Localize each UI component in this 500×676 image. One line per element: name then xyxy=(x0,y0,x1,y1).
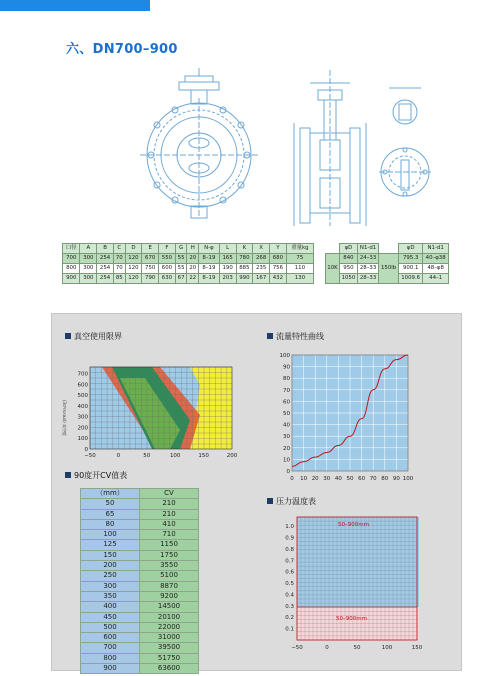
spec-cell: 67 xyxy=(175,274,187,284)
spec-cell: 990 xyxy=(236,274,253,284)
pressure-y-tick: 0.2 xyxy=(285,615,294,622)
cv-value-cell: 8870 xyxy=(140,581,199,591)
cv-value-cell: 31000 xyxy=(140,633,199,643)
cv-value-cell: 1750 xyxy=(140,550,199,560)
cv-row xyxy=(81,643,199,653)
cv-row xyxy=(81,519,199,529)
spec-cell: 8–19 xyxy=(199,274,220,284)
flow-y-tick: 100 xyxy=(279,353,290,359)
cv-row xyxy=(81,499,199,509)
spec-cell: 756 xyxy=(269,264,286,274)
cv-row xyxy=(81,561,199,571)
cv-header-row xyxy=(81,489,199,499)
vacuum-x-tick: 0 xyxy=(116,453,121,459)
cv-row xyxy=(81,612,199,622)
valve-side-view-drawing xyxy=(290,68,370,228)
cv-size-cell: 600 xyxy=(81,633,140,643)
spec-cell: 600 xyxy=(159,264,176,274)
flow-x-tick: 30 xyxy=(323,476,331,482)
spec-header-cell: X xyxy=(253,244,270,254)
cv-row xyxy=(81,664,199,674)
vacuum-y-tick: 500 xyxy=(77,393,88,400)
pressure-y-tick: 0.4 xyxy=(285,592,294,599)
vacuum-x-tick: 100 xyxy=(169,453,181,459)
spec-cell: 254 xyxy=(97,264,114,274)
spec-cell: 254 xyxy=(97,274,114,284)
cv-value-cell: 20100 xyxy=(140,612,199,622)
flow-x-tick: 70 xyxy=(369,476,377,482)
pressure-x-tick: −50 xyxy=(291,645,303,651)
vacuum-ylabel: (3d¹mʌǝɹd) 真空度 xyxy=(62,400,67,436)
flow-x-tick: 80 xyxy=(381,476,389,482)
spec-header-cell: F xyxy=(159,244,176,254)
bullet-square-icon xyxy=(267,333,273,339)
flange-cell: 40–φ38 xyxy=(423,254,449,264)
spec-cell: 780 xyxy=(236,254,253,264)
cv-size-cell: 80 xyxy=(81,519,140,529)
spec-row xyxy=(63,254,314,264)
cv-size-cell: 50 xyxy=(81,499,140,509)
spec-cell: 165 xyxy=(219,254,236,264)
flow-y-tick: 80 xyxy=(283,376,290,383)
vacuum-y-tick: 0 xyxy=(84,447,88,453)
spec-cell: 550 xyxy=(159,254,176,264)
pressure-y-tick: 0.1 xyxy=(285,626,294,633)
vacuum-y-tick: 300 xyxy=(77,414,88,421)
flange-header-cell: φD xyxy=(399,244,423,254)
spec-header-cell: N-φ xyxy=(199,244,220,254)
flow-characteristic-chart xyxy=(272,346,432,486)
pressure-lower-label: 50–900mm xyxy=(336,616,367,622)
spec-cell: 120 xyxy=(125,264,142,274)
flange-cell: 28–33 xyxy=(357,264,378,274)
cv-size-cell: 350 xyxy=(81,591,140,601)
cv-value-cell: 1150 xyxy=(140,540,199,550)
spec-header-cell: 口径 xyxy=(63,244,80,254)
spec-cell: 8–19 xyxy=(199,254,220,264)
flange-spacer xyxy=(379,244,399,254)
flow-y-tick: 60 xyxy=(283,399,290,406)
spec-header-cell: L xyxy=(219,244,236,254)
spec-cell: 203 xyxy=(219,274,236,284)
spec-header-cell: D xyxy=(125,244,142,254)
flange-cell: 795.3 xyxy=(399,254,423,264)
flange-cell: 840 xyxy=(339,254,357,264)
spec-cell: 680 xyxy=(269,254,286,264)
bullet-square-icon xyxy=(65,333,71,339)
pressure-x-tick: 150 xyxy=(411,645,423,651)
spec-row xyxy=(63,274,314,284)
cv-size-cell: 700 xyxy=(81,643,140,653)
cv-size-cell: 200 xyxy=(81,561,140,571)
spec-cell: 8–19 xyxy=(199,264,220,274)
bullet-square-icon xyxy=(65,472,71,478)
cv-size-cell: 900 xyxy=(81,664,140,674)
dimension-spec-table xyxy=(62,243,314,284)
cv-value-cell: 3550 xyxy=(140,561,199,571)
cv-value-cell: 51750 xyxy=(140,653,199,663)
spec-cell: 120 xyxy=(125,254,142,264)
vacuum-y-tick: 100 xyxy=(77,436,88,443)
flange-spacer xyxy=(326,244,340,254)
spec-cell: 235 xyxy=(253,264,270,274)
cv-row xyxy=(81,602,199,612)
flange-header-row xyxy=(326,244,449,254)
pressure-y-tick: 0.3 xyxy=(285,603,294,610)
cv-value-cell: 39500 xyxy=(140,643,199,653)
flow-x-tick: 50 xyxy=(346,476,354,482)
cv-row xyxy=(81,581,199,591)
flange-header-cell: φD xyxy=(339,244,357,254)
cv-header-mm: （mm） xyxy=(81,489,140,499)
pressure-upper-label: 50–900mm xyxy=(338,522,369,528)
cv-size-cell: 100 xyxy=(81,530,140,540)
flange-cell: 28–33 xyxy=(357,274,378,284)
spec-cell: 190 xyxy=(219,264,236,274)
vacuum-x-tick: 200 xyxy=(226,453,238,459)
pressure-y-tick: 0.6 xyxy=(285,569,294,576)
flow-x-tick: 90 xyxy=(392,476,400,482)
cv-value-cell: 5100 xyxy=(140,571,199,581)
flow-section-title xyxy=(267,331,324,342)
cv-row xyxy=(81,653,199,663)
top-accent-bar xyxy=(0,0,150,11)
flow-x-tick: 60 xyxy=(358,476,366,482)
cv-row xyxy=(81,622,199,632)
cv-row xyxy=(81,540,199,550)
cv-row xyxy=(81,550,199,560)
flow-title-text: 流量特性曲线 xyxy=(276,332,324,341)
cv-value-cell: 22000 xyxy=(140,622,199,632)
flange-cell: 44–1 xyxy=(423,274,449,284)
spec-cell: 432 xyxy=(269,274,286,284)
flange-cell: 1050 xyxy=(339,274,357,284)
cv-value-cell: 410 xyxy=(140,519,199,529)
cv-row xyxy=(81,571,199,581)
cv-row xyxy=(81,530,199,540)
pressure-x-tick: 0 xyxy=(325,645,329,651)
pressure-y-tick: 1.0 xyxy=(285,524,294,531)
spec-cell: 167 xyxy=(253,274,270,284)
stem-detail-drawing xyxy=(375,80,435,210)
flange-cell: 24–33 xyxy=(357,254,378,264)
flow-x-tick: 0 xyxy=(290,476,294,482)
cv-row xyxy=(81,591,199,601)
pressure-temperature-chart xyxy=(272,508,442,658)
spec-cell: 790 xyxy=(142,274,159,284)
cv-value-cell: 63600 xyxy=(140,664,199,674)
cv-header-cv: CV xyxy=(140,489,199,499)
pressure-x-tick: 100 xyxy=(381,645,393,651)
vacuum-x-tick: −50 xyxy=(84,453,96,459)
cv-size-cell: 400 xyxy=(81,602,140,612)
spec-cell: 55 xyxy=(175,254,187,264)
spec-header-cell: B xyxy=(97,244,114,254)
page-title: 六、DN700–900 xyxy=(66,42,178,57)
flange-header-cell: N1-d1 xyxy=(357,244,378,254)
spec-cell: 300 xyxy=(80,274,97,284)
cv-section-title xyxy=(65,470,127,481)
spec-cell: 750 xyxy=(142,264,159,274)
spec-header-cell: A xyxy=(80,244,97,254)
spec-cell: 20 xyxy=(187,264,199,274)
flange-cell: 1009.6 xyxy=(399,274,423,284)
flange-cell: 900.1 xyxy=(399,264,423,274)
spec-cell: 630 xyxy=(159,274,176,284)
spec-cell: 130 xyxy=(286,274,313,284)
spec-cell: 670 xyxy=(142,254,159,264)
spec-cell: 268 xyxy=(253,254,270,264)
flow-y-tick: 70 xyxy=(283,387,290,394)
spec-cell: 700 xyxy=(63,254,80,264)
flange-group-150lb: 150lb xyxy=(379,254,399,284)
cv-row xyxy=(81,509,199,519)
cv-title-text: 90度开CV值表 xyxy=(74,471,128,480)
pressure-title-text: 压力温度表 xyxy=(276,497,316,506)
spec-cell: 110 xyxy=(286,264,313,274)
spec-cell: 22 xyxy=(187,274,199,284)
flange-spec-table xyxy=(325,243,449,284)
flange-cell: 48–φ8 xyxy=(423,264,449,274)
spec-cell: 75 xyxy=(286,254,313,264)
flow-y-tick: 40 xyxy=(283,422,290,429)
spec-cell: 70 xyxy=(113,254,125,264)
spec-cell: 900 xyxy=(63,274,80,284)
flange-row xyxy=(326,254,449,264)
spec-cell: 55 xyxy=(175,264,187,274)
spec-cell: 20 xyxy=(187,254,199,264)
spec-cell: 254 xyxy=(97,254,114,264)
cv-value-cell: 14500 xyxy=(140,602,199,612)
pressure-y-tick: 0.5 xyxy=(285,581,294,588)
valve-front-view-drawing xyxy=(135,68,265,228)
spec-cell: 800 xyxy=(63,264,80,274)
spec-cell: 885 xyxy=(236,264,253,274)
cv-size-cell: 450 xyxy=(81,612,140,622)
flow-x-tick: 40 xyxy=(334,476,342,482)
bullet-square-icon xyxy=(267,498,273,504)
vacuum-x-tick: 150 xyxy=(198,453,209,459)
vacuum-section-title xyxy=(65,331,122,342)
spec-cell: 120 xyxy=(125,274,142,284)
cv-size-cell: 250 xyxy=(81,571,140,581)
vacuum-y-tick: 200 xyxy=(77,425,88,432)
pressure-x-tick: 50 xyxy=(353,645,361,651)
cv-value-cell: 210 xyxy=(140,509,199,519)
spec-cell: 300 xyxy=(80,264,97,274)
spec-header-cell: Y xyxy=(269,244,286,254)
flow-y-tick: 0 xyxy=(286,469,290,475)
vacuum-chart xyxy=(60,360,240,462)
flow-x-tick: 10 xyxy=(300,476,308,482)
spec-header-row xyxy=(63,244,314,254)
cv-size-cell: 500 xyxy=(81,622,140,632)
spec-header-cell: G xyxy=(175,244,187,254)
spec-header-cell: 重量kg xyxy=(286,244,313,254)
flow-x-tick: 20 xyxy=(311,476,319,482)
pressure-y-tick: 0.8 xyxy=(285,546,294,553)
flange-group-10k: 10K xyxy=(326,254,340,284)
flow-y-tick: 50 xyxy=(283,411,290,417)
cv-size-cell: 150 xyxy=(81,550,140,560)
flow-y-tick: 30 xyxy=(283,434,290,441)
flow-y-tick: 10 xyxy=(283,457,290,464)
cv-size-cell: 800 xyxy=(81,653,140,663)
flow-y-tick: 20 xyxy=(283,445,290,452)
cv-value-table xyxy=(80,488,199,674)
spec-row xyxy=(63,264,314,274)
flange-header-cell: N1-d1 xyxy=(423,244,449,254)
vacuum-y-tick: 400 xyxy=(77,403,88,410)
spec-cell: 85 xyxy=(113,274,125,284)
vacuum-title-text: 真空使用限界 xyxy=(74,332,122,341)
cv-size-cell: 65 xyxy=(81,509,140,519)
spec-cell: 70 xyxy=(113,264,125,274)
vacuum-y-tick: 700 xyxy=(77,371,88,378)
cv-size-cell: 300 xyxy=(81,581,140,591)
cv-row xyxy=(81,633,199,643)
cv-size-cell: 125 xyxy=(81,540,140,550)
vacuum-x-tick: 50 xyxy=(143,453,151,459)
cv-value-cell: 210 xyxy=(140,499,199,509)
spec-header-cell: H xyxy=(187,244,199,254)
vacuum-y-tick: 600 xyxy=(77,382,88,389)
spec-header-cell: K xyxy=(236,244,253,254)
cv-value-cell: 9200 xyxy=(140,591,199,601)
cv-value-cell: 710 xyxy=(140,530,199,540)
pressure-y-tick: 0.7 xyxy=(285,558,294,565)
flange-cell: 950 xyxy=(339,264,357,274)
flow-x-tick: 100 xyxy=(402,476,414,482)
spec-cell: 300 xyxy=(80,254,97,264)
spec-header-cell: C xyxy=(113,244,125,254)
pressure-y-tick: 0.9 xyxy=(285,535,294,542)
flow-y-tick: 90 xyxy=(283,364,290,371)
spec-header-cell: E xyxy=(142,244,159,254)
pressure-section-title xyxy=(267,496,316,507)
